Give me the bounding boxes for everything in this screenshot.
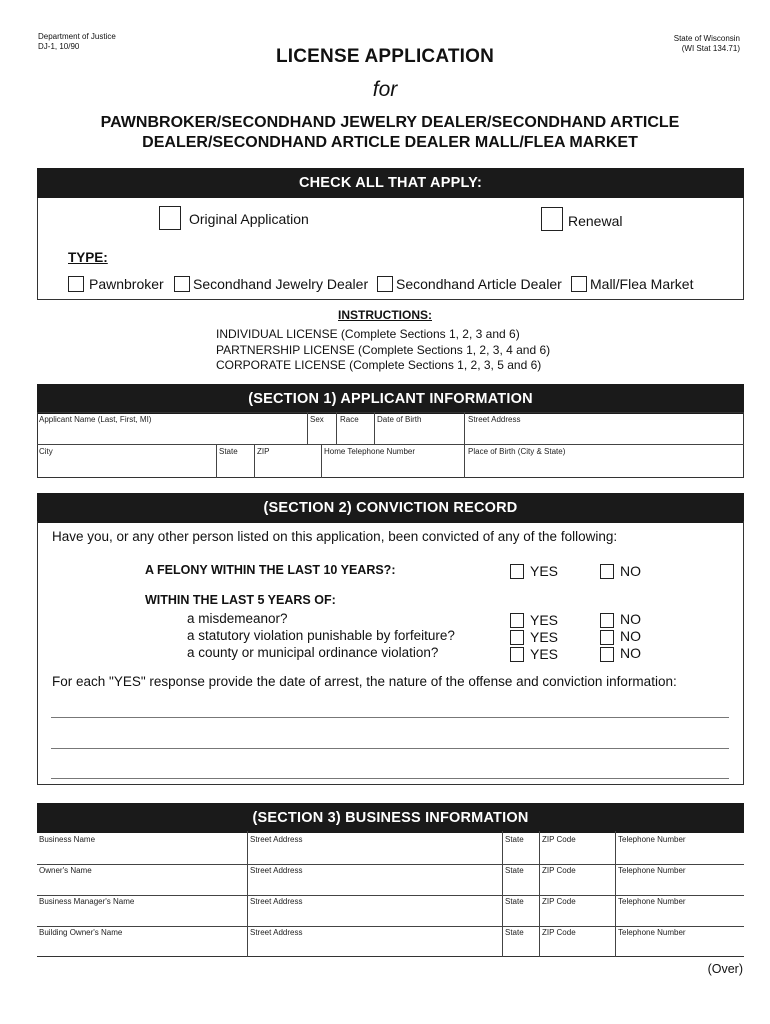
original-application-checkbox[interactable] (159, 206, 181, 230)
street-address-field[interactable]: Street Address (468, 415, 521, 424)
statutory-item: a statutory violation punishable by forfeiture? (187, 628, 455, 643)
building-owner-street-field[interactable]: Street Address (250, 928, 303, 937)
building-owner-state-field[interactable]: State (505, 928, 524, 937)
answer-line-1[interactable] (51, 717, 729, 718)
misdemeanor-item: a misdemeanor? (187, 611, 288, 626)
type-label: TYPE: (68, 250, 108, 265)
home-phone-field[interactable]: Home Telephone Number (324, 447, 416, 456)
felony-no-checkbox[interactable] (600, 564, 614, 579)
owner-name-field[interactable]: Owner's Name (39, 866, 92, 875)
conviction-question: Have you, or any other person listed on this application, been convicted of any of the following: (52, 529, 618, 544)
instructions-heading: INSTRUCTIONS: (338, 308, 432, 322)
check-all-bar: CHECK ALL THAT APPLY: (37, 168, 744, 198)
renewal-checkbox[interactable] (541, 207, 563, 231)
statutory-yes-checkbox[interactable] (510, 630, 524, 645)
owner-phone-field[interactable]: Telephone Number (618, 866, 686, 875)
renewal-label: Renewal (568, 213, 623, 229)
instruction-corporate: CORPORATE LICENSE (Complete Sections 1, 2, 3, 5 and 6) (216, 358, 542, 372)
felony-yes-checkbox[interactable] (510, 564, 524, 579)
misdemeanor-yes-label: YES (530, 612, 559, 628)
statutory-no-label: NO (620, 628, 641, 644)
owner-street-field[interactable]: Street Address (250, 866, 303, 875)
instruction-partnership: PARTNERSHIP LICENSE (Complete Sections 1, 2, 3, 4 and 6) (216, 342, 551, 357)
state-field[interactable]: State (219, 447, 238, 456)
business-phone-field[interactable]: Telephone Number (618, 835, 686, 844)
answer-line-3[interactable] (51, 778, 729, 779)
section3-bar: (SECTION 3) BUSINESS INFORMATION (37, 803, 744, 833)
section2-bar: (SECTION 2) CONVICTION RECORD (37, 493, 744, 523)
dob-field[interactable]: Date of Birth (377, 415, 422, 424)
instructions-list (216, 327, 550, 374)
building-owner-phone-field[interactable]: Telephone Number (618, 928, 686, 937)
ordinance-yes-checkbox[interactable] (510, 647, 524, 662)
subtitle-line-1: PAWNBROKER/SECONDHAND JEWELRY DEALER/SECONDHAND ARTICLE (100, 114, 680, 131)
page-title: LICENSE APPLICATION (275, 46, 495, 67)
manager-street-field[interactable]: Street Address (250, 897, 303, 906)
within-five-years-heading: WITHIN THE LAST 5 YEARS OF: (145, 593, 336, 607)
answer-line-2[interactable] (51, 748, 729, 749)
mall-flea-checkbox[interactable] (571, 276, 587, 292)
ordinance-no-label: NO (620, 645, 641, 661)
felony-question: A FELONY WITHIN THE LAST 10 YEARS?: (145, 563, 396, 577)
race-field[interactable]: Race (340, 415, 359, 424)
ordinance-yes-label: YES (530, 646, 559, 662)
for-each-yes-instruction: For each "YES" response provide the date of arrest, the nature of the offense and conviction information: (52, 674, 677, 689)
building-owner-name-field[interactable]: Building Owner's Name (39, 928, 123, 937)
state-label: State of Wisconsin (673, 34, 740, 43)
owner-zip-field[interactable]: ZIP Code (542, 866, 576, 875)
applicant-name-field[interactable]: Applicant Name (Last, First, MI) (39, 415, 152, 424)
place-of-birth-field[interactable]: Place of Birth (City & State) (468, 447, 566, 456)
felony-yes-label: YES (530, 563, 559, 579)
manager-phone-field[interactable]: Telephone Number (618, 897, 686, 906)
misdemeanor-no-label: NO (620, 611, 641, 627)
zip-field[interactable]: ZIP (257, 447, 270, 456)
secondhand-jewelry-label: Secondhand Jewelry Dealer (193, 276, 369, 292)
ordinance-no-checkbox[interactable] (600, 647, 614, 662)
secondhand-jewelry-checkbox[interactable] (174, 276, 190, 292)
statutory-yes-label: YES (530, 629, 559, 645)
section1-bar: (SECTION 1) APPLICANT INFORMATION (37, 384, 744, 414)
statutory-no-checkbox[interactable] (600, 630, 614, 645)
original-application-label: Original Application (189, 211, 309, 227)
secondhand-article-label: Secondhand Article Dealer (396, 276, 562, 292)
misdemeanor-no-checkbox[interactable] (600, 613, 614, 628)
instruction-individual: INDIVIDUAL LICENSE (Complete Sections 1, 2, 3 and 6) (216, 327, 520, 341)
title-for: for (372, 78, 398, 101)
pawnbroker-label: Pawnbroker (89, 276, 164, 292)
felony-no-label: NO (620, 563, 641, 579)
subtitle-line-2: DEALER/SECONDHAND ARTICLE DEALER MALL/FLEA MARKET (142, 134, 638, 151)
dept-label: Department of Justice (38, 32, 116, 41)
manager-state-field[interactable]: State (505, 897, 524, 906)
conviction-items (187, 610, 455, 661)
manager-name-field[interactable]: Business Manager's Name (39, 897, 135, 906)
ordinance-item: a county or municipal ordinance violation? (187, 645, 439, 660)
business-state-field[interactable]: State (505, 835, 524, 844)
business-street-field[interactable]: Street Address (250, 835, 303, 844)
sex-field[interactable]: Sex (310, 415, 324, 424)
page-subtitle (40, 113, 740, 153)
statute-label: (WI Stat 134.71) (681, 44, 740, 53)
pawnbroker-checkbox[interactable] (68, 276, 84, 292)
form-number: DJ-1, 10/90 (38, 42, 80, 51)
owner-state-field[interactable]: State (505, 866, 524, 875)
misdemeanor-yes-checkbox[interactable] (510, 613, 524, 628)
city-field[interactable]: City (39, 447, 53, 456)
over-label: (Over) (707, 962, 743, 976)
mall-flea-label: Mall/Flea Market (590, 276, 694, 292)
business-name-field[interactable]: Business Name (39, 835, 96, 844)
section3-table (37, 831, 744, 957)
business-zip-field[interactable]: ZIP Code (542, 835, 576, 844)
secondhand-article-checkbox[interactable] (377, 276, 393, 292)
manager-zip-field[interactable]: ZIP Code (542, 897, 576, 906)
building-owner-zip-field[interactable]: ZIP Code (542, 928, 576, 937)
